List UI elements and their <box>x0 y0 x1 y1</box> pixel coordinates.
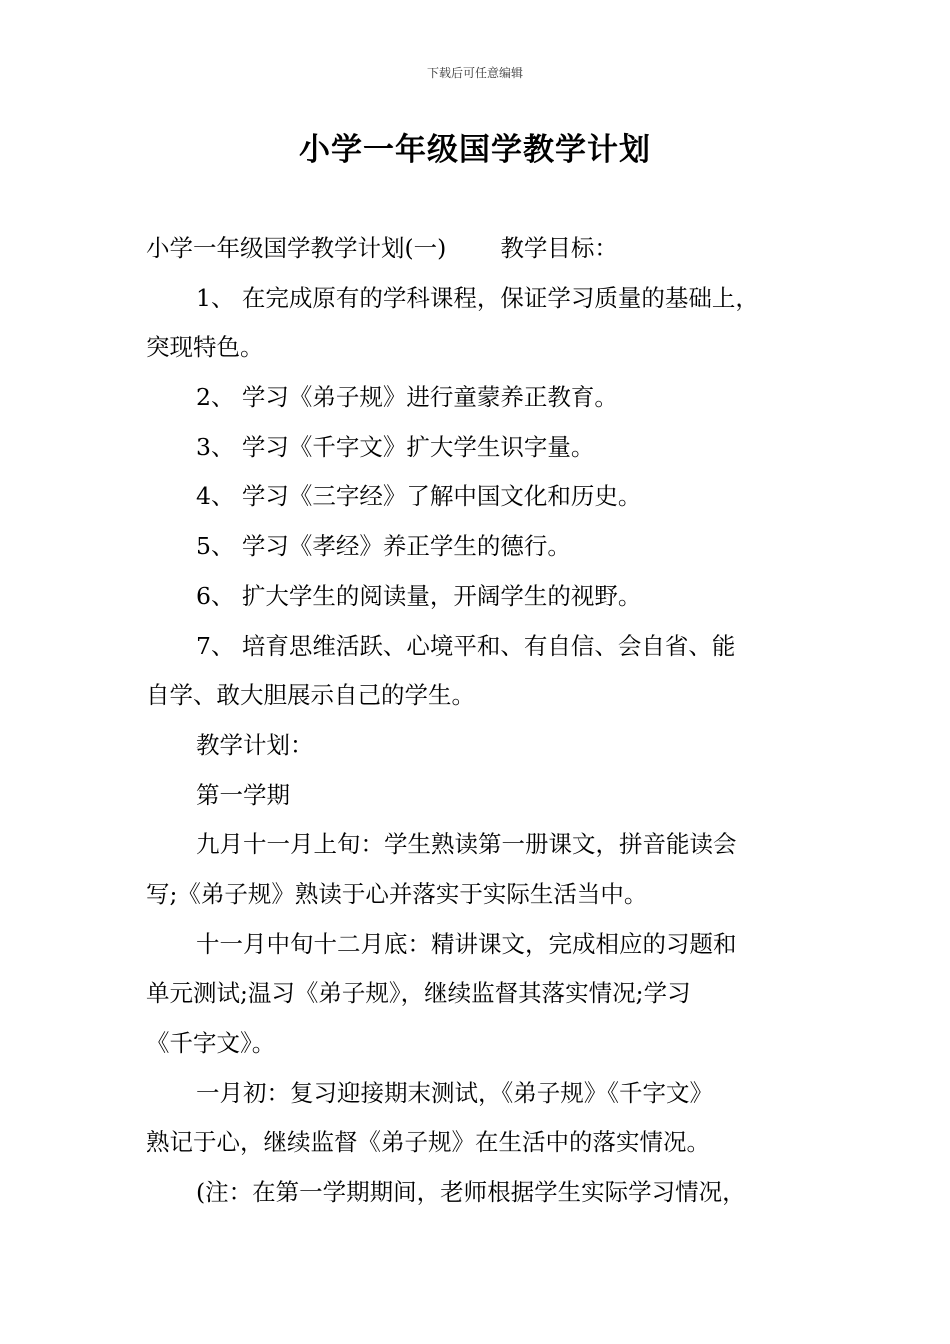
goal-item-7-line-1: 7、 培育思维活跃、心境平和、有自信、会自省、能 <box>196 631 736 660</box>
plan-paragraph-2-line-3: 《千字文》。 <box>146 1029 276 1057</box>
plan-label: 教学计划： <box>196 730 314 759</box>
goal-item-2: 2、 学习《弟子规》进行童蒙养正教育。 <box>196 383 618 412</box>
page-title: 小学一年级国学教学计划 <box>299 132 651 168</box>
subheading-line <box>146 224 822 274</box>
plan-paragraph-2-line-1: 十一月中旬十二月底：精讲课文，完成相应的习题和 <box>196 929 737 958</box>
plan-paragraph-3-line-2: 熟记于心，继续监督《弟子规》在生活中的落实情况。 <box>146 1128 710 1157</box>
goal-item-3: 3、 学习《千字文》扩大学生识字量。 <box>196 432 595 461</box>
plan-note-line-1: (注：在第一学期期间，老师根据学生实际学习情况， <box>196 1178 746 1207</box>
plan-paragraph-1-line-2: 写;《弟子规》熟读于心并落实于实际生活当中。 <box>146 879 648 908</box>
plan-paragraph-3-line-1: 一月初：复习迎接期末测试，《弟子规》《千字文》 <box>196 1078 713 1107</box>
document-body <box>146 224 822 1218</box>
semester-heading: 第一学期 <box>196 780 290 809</box>
goal-item-7-line-2: 自学、敢大胆展示自己的学生。 <box>146 681 475 710</box>
goal-item-6: 6、 扩大学生的阅读量，开阔学生的视野。 <box>196 581 642 610</box>
goal-item-1-line-1: 1、 在完成原有的学科课程，保证学习质量的基础上， <box>196 283 759 312</box>
goal-item-1-line-2: 突现特色。 <box>146 333 264 362</box>
goal-item-5: 5、 学习《孝经》养正学生的德行。 <box>196 532 571 561</box>
goals-label: 教学目标： <box>500 234 618 262</box>
subheading-part: 小学一年级国学教学计划(一) <box>146 234 447 262</box>
header-note: 下载后可任意编辑 <box>426 66 523 80</box>
plan-paragraph-2-line-2: 单元测试;温习《弟子规》，继续监督其落实情况;学习 <box>146 979 691 1008</box>
plan-paragraph-1-line-1: 九月十一月上旬：学生熟读第一册课文，拼音能读会 <box>196 830 737 859</box>
goal-item-4: 4、 学习《三字经》了解中国文化和历史。 <box>196 482 642 511</box>
